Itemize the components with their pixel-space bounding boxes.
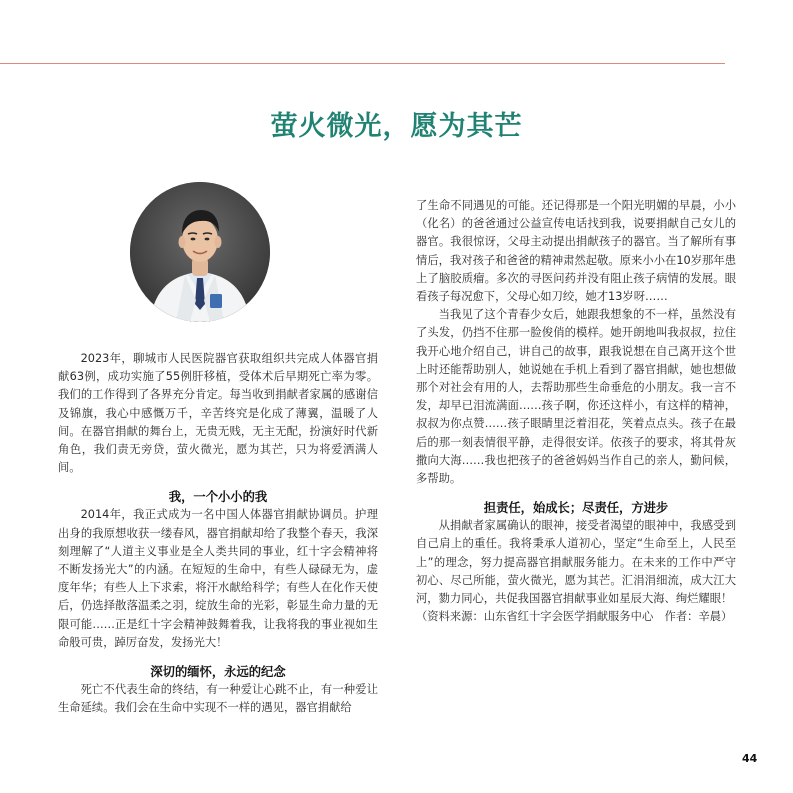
intro-paragraph: 2023年，聊城市人民医院器官获取组织共完成人体器官捐献63例，成功实施了55例肝移植，受体术后早期死亡率为零。我们的工作得到了各界充分肯定。每当收到捐献者家属的感谢信及锦旗，我心中感慨万千，辛苦终究是化成了薄翼，温暖了人间。在器官捐献的舞台上，无贵无贱，无主无配，扮演好时代新角色，我们责无旁贷，萤火微光，愿为其芒，只为将爱洒满人间。 xyxy=(58,352,378,475)
section-heading-responsibility: 担责任，始成长；尽责任，方进步 xyxy=(483,501,669,516)
top-rule xyxy=(0,63,725,64)
section-me-paragraph: 2014年，我正式成为一名中国人体器官捐献协调员。护理出身的我原想收获一缕春风，器官捐献却给了我整个春天，我深刻理解了“人道主义事业是全人类共同的事业，红十字会精神将不断发扬光大”的内涵。在短短的生命中，有些人碌碌无为，虚度年华；有些人上下求索，将汗水献给科学；有些人在化作天使后，仍选择散落温柔之羽，绽放生命的光彩，彰显生命力量的无限可能……正是红十字会精神鼓舞着我，让我将我的事业视如生命般可贵，踔厉奋发，发扬光大！ xyxy=(58,508,378,649)
article-title: 萤火微光，愿为其芒 xyxy=(270,111,523,142)
portrait-photo-icon xyxy=(130,182,270,322)
story-paragraph-girl: 当我见了这个青春少女后，她跟我想象的不一样，虽然没有了头发，仍挡不住那一脸俊俏的模样。她开朗地叫我叔叔，拉住我开心地介绍自己，讲自己的故事，跟我说想在自己离开这个世上时还能帮助别人，她说她在手机上看到了器官捐献，她也想做那个对社会有用的人，去帮助那些生命垂危的小朋友。我一言不发，却早已泪流满面……孩子啊，你还这样小，有这样的精神，叔叔为你点赞……孩子眼睛里泛着泪花，笑着点点头。孩子在最后的那一刻表情很平静，走得很安详。依孩子的要求，将其骨灰撒向大海……我也把孩子的爸爸妈妈当作自己的亲人，勤问候，多帮助。 xyxy=(416,308,736,486)
story-paragraph-continued: 了生命不同遇见的可能。还记得那是一个阳光明媚的早晨，小小（化名）的爸爸通过公益宣传电话找到我，说要捐献自己女儿的器官。我很惊讶，父母主动提出捐献孩子的器官。当了解所有事情后，我对孩子和爸爸的精神肃然起敬。原来小小在10岁那年患上了脑胶质瘤。多次的寻医问药并没有阻止孩子病情的发展。眼看孩子每况愈下，父母心如刀绞，她才13岁呀…… xyxy=(416,199,736,304)
section-memorial-paragraph: 死亡不代表生命的终结，有一种爱让心跳不止，有一种爱让生命延续。我们会在生命中实现不一样的遇见，器官捐献给 xyxy=(58,683,378,715)
section-responsibility-paragraph: 从捐献者家属确认的眼神，接受者渴望的眼神中，我感受到自己肩上的重任。我将秉承人道初心，坚定“生命至上，人民至上”的理念，努力提高器官捐献服务能力。在未来的工作中严守初心、尽己所能，萤火微光，愿为其芒。汇涓涓细流，成大江大河，勠力同心，共促我国器官捐献事业如星辰大海、绚烂耀眼！ xyxy=(416,519,736,606)
page-number: 44 xyxy=(742,752,758,765)
source-credit: （资料来源：山东省红十字会医学捐献服务中心 作者：辛晨） xyxy=(416,610,733,624)
section-heading-memorial: 深切的缅怀，永远的纪念 xyxy=(150,665,286,680)
left-column xyxy=(58,350,378,717)
section-heading-me: 我，一个小小的我 xyxy=(168,490,268,505)
right-column xyxy=(416,197,736,626)
